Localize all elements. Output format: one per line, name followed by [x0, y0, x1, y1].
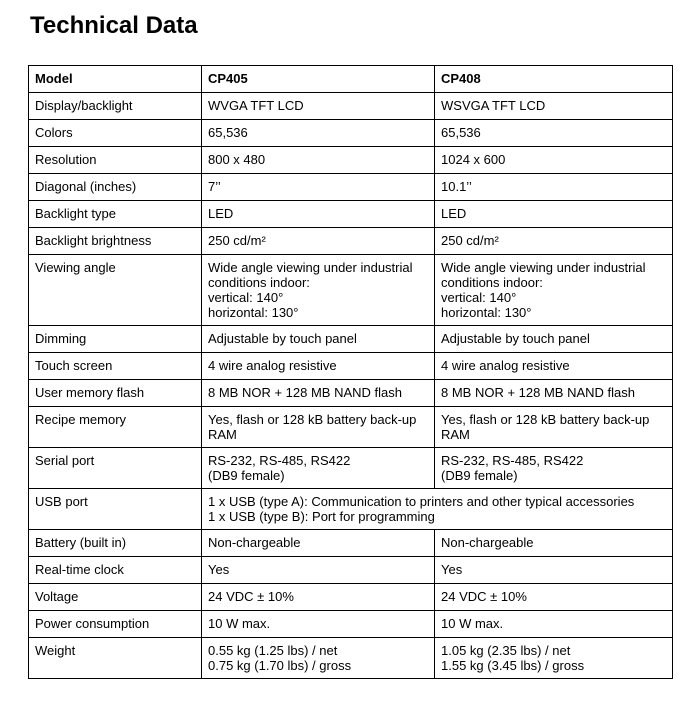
- cell-cp405: [202, 407, 435, 448]
- cell-line: horizontal: 130°: [441, 305, 532, 320]
- table-row: [29, 584, 673, 611]
- row-label: Real-time clock: [29, 557, 202, 584]
- row-label: Diagonal (inches): [29, 174, 202, 201]
- row-label: Battery (built in): [29, 530, 202, 557]
- cell-cp408: 10.1’’: [435, 174, 673, 201]
- row-label: Recipe memory: [29, 407, 202, 448]
- row-label: Colors: [29, 120, 202, 147]
- cell-cp405: Non-chargeable: [202, 530, 435, 557]
- cell-line: horizontal: 130°: [208, 305, 299, 320]
- cell-cp405: 65,536: [202, 120, 435, 147]
- cell-cp408: LED: [435, 201, 673, 228]
- cell-cp408: 250 cd/m²: [435, 228, 673, 255]
- cell-line: RAM: [208, 427, 237, 442]
- row-label: Viewing angle: [29, 255, 202, 326]
- cell-cp408: WSVGA TFT LCD: [435, 93, 673, 120]
- cell-cp408: 65,536: [435, 120, 673, 147]
- row-label: Dimming: [29, 326, 202, 353]
- cell-cp408: 10 W max.: [435, 611, 673, 638]
- cell-cp405: [202, 255, 435, 326]
- cell-cp408: Yes: [435, 557, 673, 584]
- table-row: [29, 448, 673, 489]
- table-row: [29, 638, 673, 679]
- cell-line: Wide angle viewing under industrial: [208, 260, 413, 275]
- cell-line: Yes, flash or 128 kB battery back-up: [441, 412, 650, 427]
- cell-both-models: [202, 489, 673, 530]
- cell-cp408: 8 MB NOR + 128 MB NAND flash: [435, 380, 673, 407]
- table-row: [29, 174, 673, 201]
- cell-cp405: [202, 638, 435, 679]
- cell-line: RAM: [441, 427, 470, 442]
- cell-cp405: 250 cd/m²: [202, 228, 435, 255]
- cell-line: vertical: 140°: [441, 290, 517, 305]
- cell-line: 1 x USB (type B): Port for programming: [208, 509, 435, 524]
- cell-cp408: [435, 255, 673, 326]
- table-row: [29, 557, 673, 584]
- table-row: [29, 611, 673, 638]
- cell-line: conditions indoor:: [208, 275, 310, 290]
- cell-line: 1.05 kg (2.35 lbs) / net: [441, 643, 571, 658]
- cell-cp408: 4 wire analog resistive: [435, 353, 673, 380]
- header-cp408: CP408: [435, 66, 673, 93]
- cell-cp408: [435, 407, 673, 448]
- table-row: [29, 228, 673, 255]
- cell-cp405: 24 VDC ± 10%: [202, 584, 435, 611]
- table-row: [29, 326, 673, 353]
- cell-line: Wide angle viewing under industrial: [441, 260, 646, 275]
- cell-line: RS-232, RS-485, RS422: [208, 453, 351, 468]
- table-row: [29, 530, 673, 557]
- row-label: Serial port: [29, 448, 202, 489]
- cell-cp405: 10 W max.: [202, 611, 435, 638]
- cell-cp408: 24 VDC ± 10%: [435, 584, 673, 611]
- cell-line: Yes, flash or 128 kB battery back-up: [208, 412, 417, 427]
- cell-line: 1 x USB (type A): Communication to printers and other typical accessories: [208, 494, 635, 509]
- table-row: [29, 353, 673, 380]
- row-label: User memory flash: [29, 380, 202, 407]
- technical-data-table: [28, 65, 673, 679]
- row-label: USB port: [29, 489, 202, 530]
- cell-cp408: [435, 638, 673, 679]
- cell-cp405: Yes: [202, 557, 435, 584]
- cell-cp405: 800 x 480: [202, 147, 435, 174]
- page-title: Technical Data: [30, 12, 198, 39]
- cell-cp405: 8 MB NOR + 128 MB NAND flash: [202, 380, 435, 407]
- cell-line: 0.75 kg (1.70 lbs) / gross: [208, 658, 352, 673]
- row-label: Display/backlight: [29, 93, 202, 120]
- table-row: [29, 380, 673, 407]
- cell-line: (DB9 female): [441, 468, 518, 483]
- row-label: Power consumption: [29, 611, 202, 638]
- table-row: [29, 407, 673, 448]
- table-row: [29, 489, 673, 530]
- cell-cp408: [435, 448, 673, 489]
- cell-cp405: Adjustable by touch panel: [202, 326, 435, 353]
- row-label: Resolution: [29, 147, 202, 174]
- cell-cp405: LED: [202, 201, 435, 228]
- cell-line: 1.55 kg (3.45 lbs) / gross: [441, 658, 585, 673]
- row-label: Voltage: [29, 584, 202, 611]
- row-label: Backlight brightness: [29, 228, 202, 255]
- table-row: [29, 201, 673, 228]
- cell-cp405: 7’’: [202, 174, 435, 201]
- cell-cp408: Non-chargeable: [435, 530, 673, 557]
- header-cp405: CP405: [202, 66, 435, 93]
- header-model: Model: [29, 66, 202, 93]
- cell-line: (DB9 female): [208, 468, 285, 483]
- cell-cp405: 4 wire analog resistive: [202, 353, 435, 380]
- row-label: Weight: [29, 638, 202, 679]
- row-label: Backlight type: [29, 201, 202, 228]
- cell-line: RS-232, RS-485, RS422: [441, 453, 584, 468]
- cell-cp408: Adjustable by touch panel: [435, 326, 673, 353]
- table-row: [29, 255, 673, 326]
- table-row: [29, 120, 673, 147]
- table-row: [29, 93, 673, 120]
- table-header-row: [29, 66, 673, 93]
- row-label: Touch screen: [29, 353, 202, 380]
- cell-line: 0.55 kg (1.25 lbs) / net: [208, 643, 338, 658]
- cell-line: conditions indoor:: [441, 275, 543, 290]
- cell-cp405: [202, 448, 435, 489]
- cell-cp408: 1024 x 600: [435, 147, 673, 174]
- cell-line: vertical: 140°: [208, 290, 284, 305]
- cell-cp405: WVGA TFT LCD: [202, 93, 435, 120]
- table-row: [29, 147, 673, 174]
